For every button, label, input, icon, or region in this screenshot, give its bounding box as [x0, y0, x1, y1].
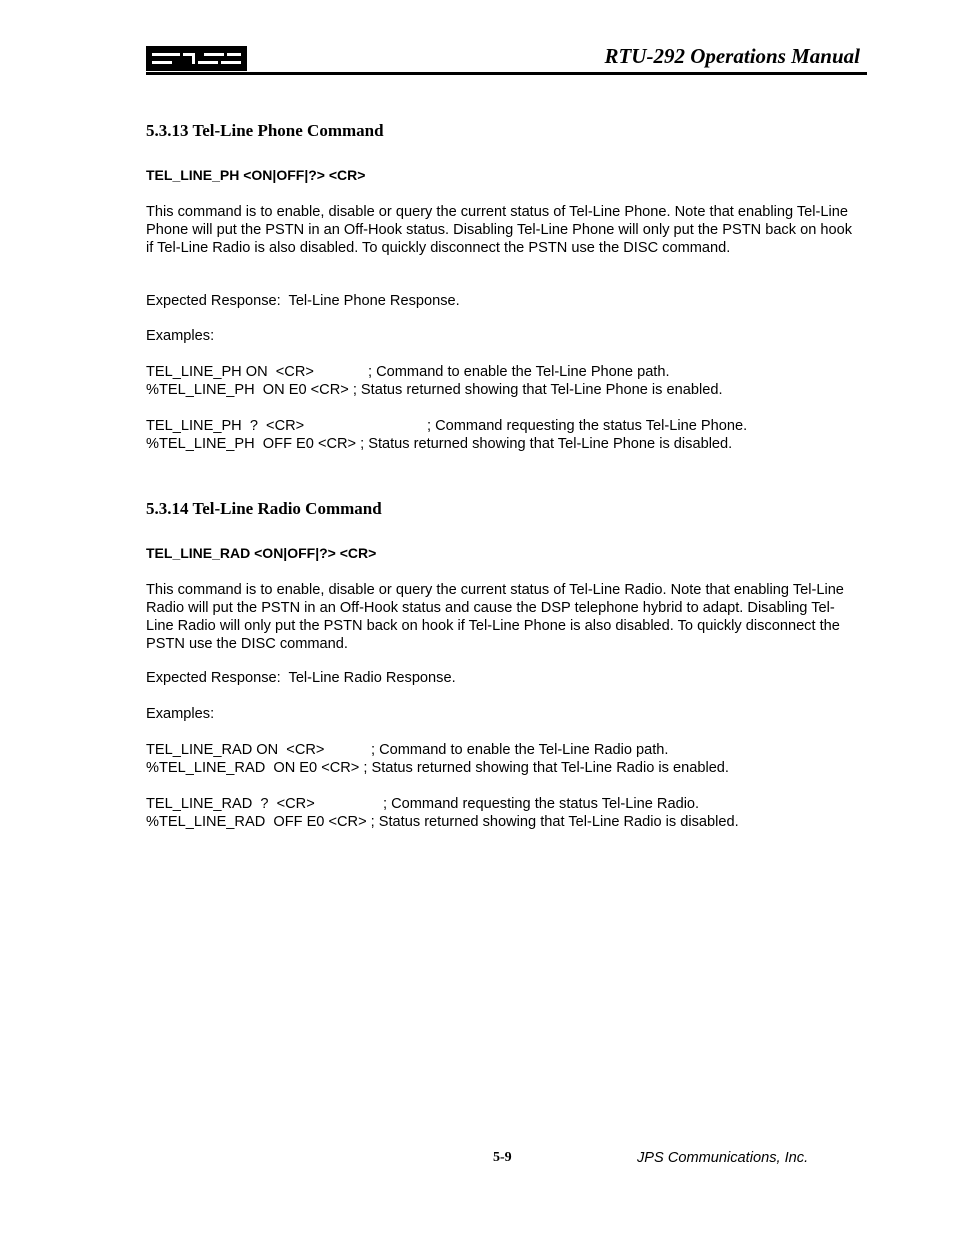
example-comment: ; Command to enable the Tel-Line Radio path.: [371, 742, 669, 758]
examples-label: Examples:: [146, 706, 215, 722]
example-comment: ; Command requesting the status Tel-Line Radio.: [383, 796, 700, 812]
example-response: %TEL_LINE_RAD OFF E0 <CR> ; Status returned showing that Tel-Line Radio is disabled.: [146, 814, 739, 830]
page-number: 5-9: [493, 1150, 512, 1165]
section-heading-tel-line-radio: 5.3.14 Tel-Line Radio Command: [146, 499, 382, 518]
manual-title: RTU-292 Operations Manual: [604, 44, 860, 68]
section-description: This command is to enable, disable or query the current status of Tel-Line Radio. Note that enabling Tel-Line Radio will put the PSTN in an Off-Hook status and cause the DSP telephone hybrid to adapt. Disabling Tel-Line Radio will only put the PSTN back on hook if Tel-Line Phone is also disabled. To quickly disconnect the PSTN use the DISC command.: [146, 582, 844, 652]
example-command: TEL_LINE_RAD ? <CR>: [146, 796, 315, 812]
example-response: %TEL_LINE_PH OFF E0 <CR> ; Status returned showing that Tel-Line Phone is disabled.: [146, 436, 733, 452]
examples-label: Examples:: [146, 328, 215, 344]
example-comment: ; Command to enable the Tel-Line Phone path.: [368, 364, 670, 380]
jps-logo: [146, 46, 247, 71]
example-command: TEL_LINE_RAD ON <CR>: [146, 742, 325, 758]
example-comment: ; Command requesting the status Tel-Line Phone.: [427, 418, 748, 434]
footer-company: JPS Communications, Inc.: [637, 1150, 809, 1166]
expected-response: Expected Response: Tel-Line Phone Response.: [146, 293, 460, 309]
header-rule: [146, 72, 867, 75]
section-heading-tel-line-phone: 5.3.13 Tel-Line Phone Command: [146, 121, 384, 140]
command-syntax-tel-line-rad: TEL_LINE_RAD <ON|OFF|?> <CR>: [146, 545, 377, 561]
section-description: This command is to enable, disable or query the current status of Tel-Line Phone. Note that enabling Tel-Line Phone will put the PSTN in an Off-Hook status. Disabling Tel-Line Phone will only put the PSTN back on hook if Tel-Line Radio is also disabled. To quickly disconnect the PSTN use the DISC command.: [146, 204, 853, 256]
example-response: %TEL_LINE_PH ON E0 <CR> ; Status returned showing that Tel-Line Phone is enabled.: [146, 382, 723, 398]
command-syntax-tel-line-ph: TEL_LINE_PH <ON|OFF|?> <CR>: [146, 167, 366, 183]
expected-response: Expected Response: Tel-Line Radio Response.: [146, 670, 456, 686]
example-command: TEL_LINE_PH ON <CR>: [146, 364, 314, 380]
example-command: TEL_LINE_PH ? <CR>: [146, 418, 305, 434]
example-response: %TEL_LINE_RAD ON E0 <CR> ; Status returned showing that Tel-Line Radio is enabled.: [146, 760, 729, 776]
